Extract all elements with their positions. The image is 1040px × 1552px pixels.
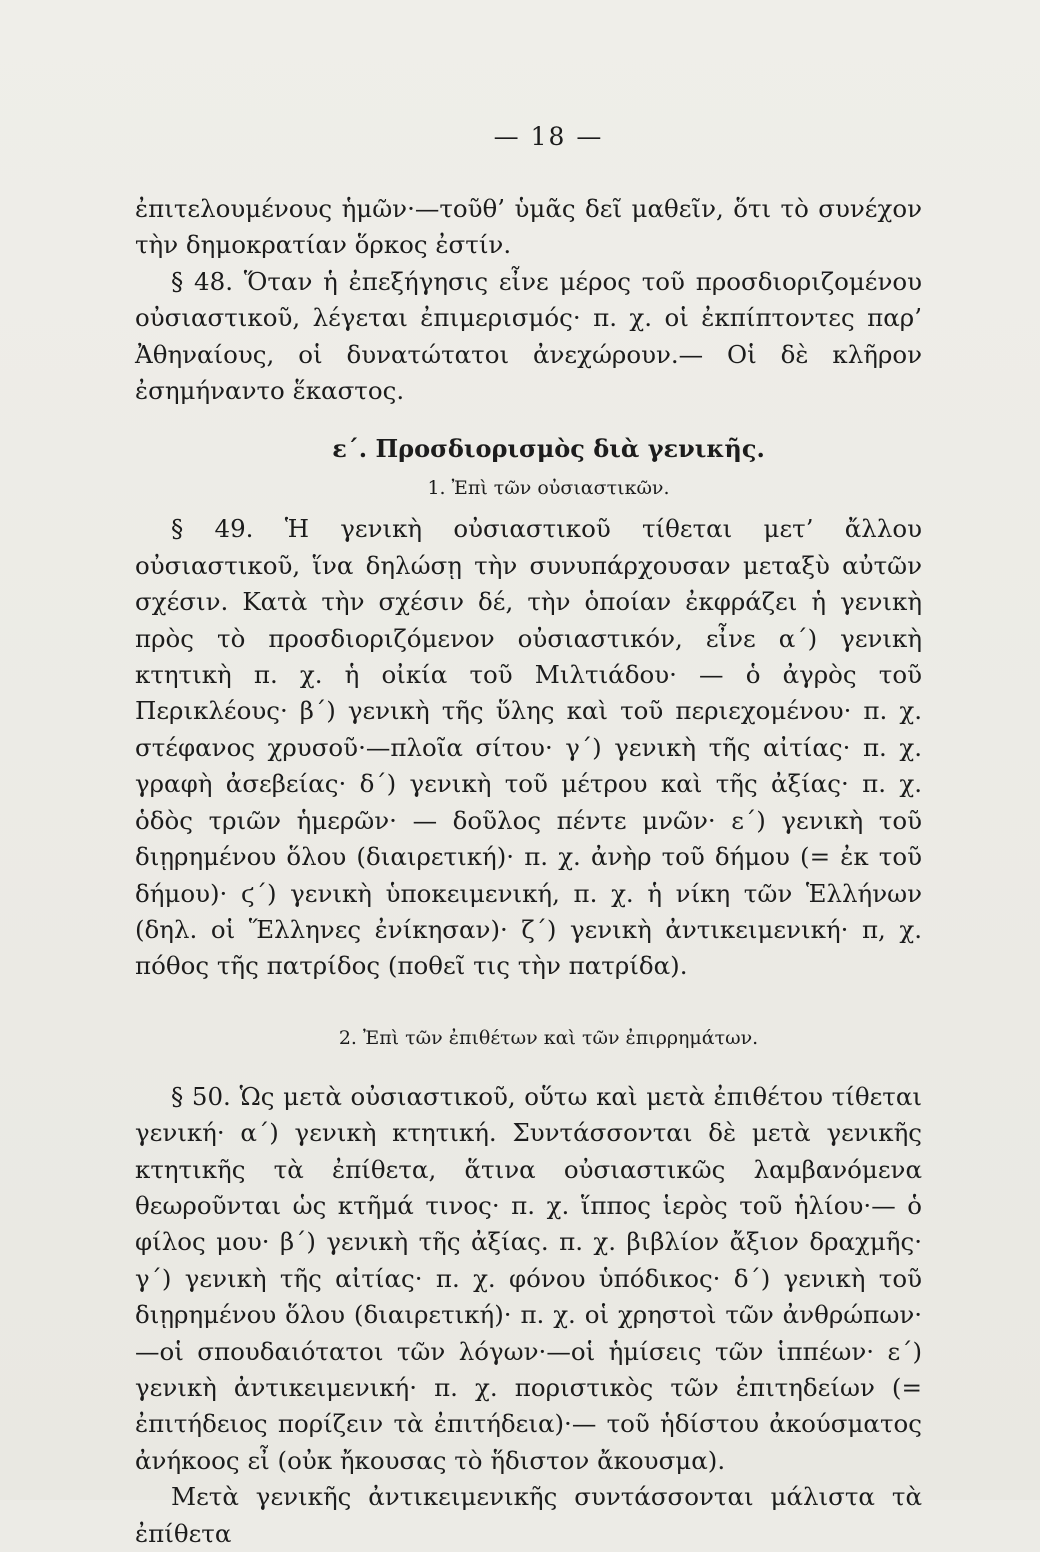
final-line: Μετὰ γενικῆς ἀντικειμενικῆς συντάσσονται μάλιστα τὰ ἐπίθετα [135,1482,922,1548]
section-48-paragraph: § 48. Ὅταν ἡ ἐπεξήγησις εἶνε μέρος τοῦ προσδιοριζομένου οὐσιαστικοῦ, λέγεται ἐπιμερισμός· π. χ. οἱ ἐκπίπτοντες παρ’ Ἀθηναίους, οἱ δυνατώτατοι ἀνεχώρουν.— Οἱ δὲ κλῆρον ἐσημήναντο ἕκαστος. [135,266,922,406]
page-number: — 18 — [493,122,604,151]
section-49-paragraph: § 49. Ἡ γενικὴ οὐσιαστικοῦ τίθεται μετ’ ἄλλου οὐσιαστικοῦ, ἵνα δηλώσῃ τὴν συνυπάρχουσαν μεταξὺ αὐτῶν σχέσιν. Κατὰ τὴν σχέσιν δέ, τὴν ὁποίαν ἐκφράζει ἡ γενικὴ πρὸς τὸ προσδιοριζόμενον οὐσιαστικόν, εἶνε α΄) γενικὴ κτητικὴ π. χ. ἡ οἰκία τοῦ Μιλτιάδου· — ὁ ἀγρὸς τοῦ Περικλέους· β΄) γενικὴ τῆς ὕλης καὶ τοῦ περιεχομένου· π. χ. στέφανος χρυσοῦ·—πλοῖα σίτου· γ΄) γενικὴ τῆς αἰτίας· π. χ. γραφὴ ἀσεβείας· δ΄) γενικὴ τοῦ μέτρου καὶ τῆς ἀξίας· π. χ. ὁδὸς τριῶν ἡμερῶν· — δοῦλος πέντε μνῶν· ε΄) γενικὴ τοῦ διῃρημένου ὅλου (διαιρετική)· π. χ. ἀνὴρ τοῦ δήμου (= ἐκ τοῦ δήμου)· ϛ΄) γενικὴ ὑποκειμενική, π. χ. ἡ νίκη τῶν Ἑλλήνων (δηλ. οἱ Ἕλληνες ἐνίκησαν)· ζ΄) γενικὴ ἀντικειμενική· π, χ. πόθος τῆς πατρίδος (ποθεῖ τις τὴν πατρίδα). [135,514,922,981]
continuation-paragraph: ἐπιτελουμένους ἡμῶν·—τοῦθ’ ὑμᾶς δεῖ μαθεῖν, ὅτι τὸ συνέχον τὴν δημοκρατίαν ὅρκος ἐστίν. [135,194,922,260]
section-50-paragraph: § 50. Ὡς μετὰ οὐσιαστικοῦ, οὕτω καὶ μετὰ ἐπιθέτου τίθεται γενική· α΄) γενικὴ κτητική. Συντάσσονται δὲ μετὰ γενικῆς κτητικῆς τὰ ἐπίθετα, ἅτινα οὐσιαστικῶς λαμβανόμενα θεωροῦνται ὡς κτῆμά τινος· π. χ. ἵππος ἱερὸς τοῦ ἡλίου·— ὁ φίλος μου· β΄) γενικὴ τῆς ἀξίας. π. χ. βιβλίον ἄξιον δραχμῆς· γ΄) γενικὴ τῆς αἰτίας· π. χ. φόνου ὑπόδικος· δ΄) γενικὴ τοῦ διῃρημένου ὅλου (διαιρετική)· π. χ. οἱ χρηστοὶ τῶν ἀνθρώπων·—οἱ σπουδαιότατοι τῶν λόγων·—οἱ ἡμίσεις τῶν ἱππέων· ε΄) γενικὴ ἀντικειμενική· π. χ. ποριστικὸς τῶν ἐπιτηδείων (= ἐπιτήδειος πορίζειν τὰ ἐπιτήδεια)·— τοῦ ἡδίστου ἀκούσματος ἀνήκοος εἶ (οὐκ ἤκουσας τὸ ἥδιστον ἄκουσμα). [135,1081,922,1475]
subheading-adjectives: 2. Ἐπὶ τῶν ἐπιθέτων καὶ τῶν ἐπιρρημάτων. [338,1026,759,1049]
section-heading: ε΄. Προσδιορισμὸς διὰ γενικῆς. [332,434,765,464]
subheading-nouns: 1. Ἐπὶ τῶν οὐσιαστικῶν. [427,477,670,500]
